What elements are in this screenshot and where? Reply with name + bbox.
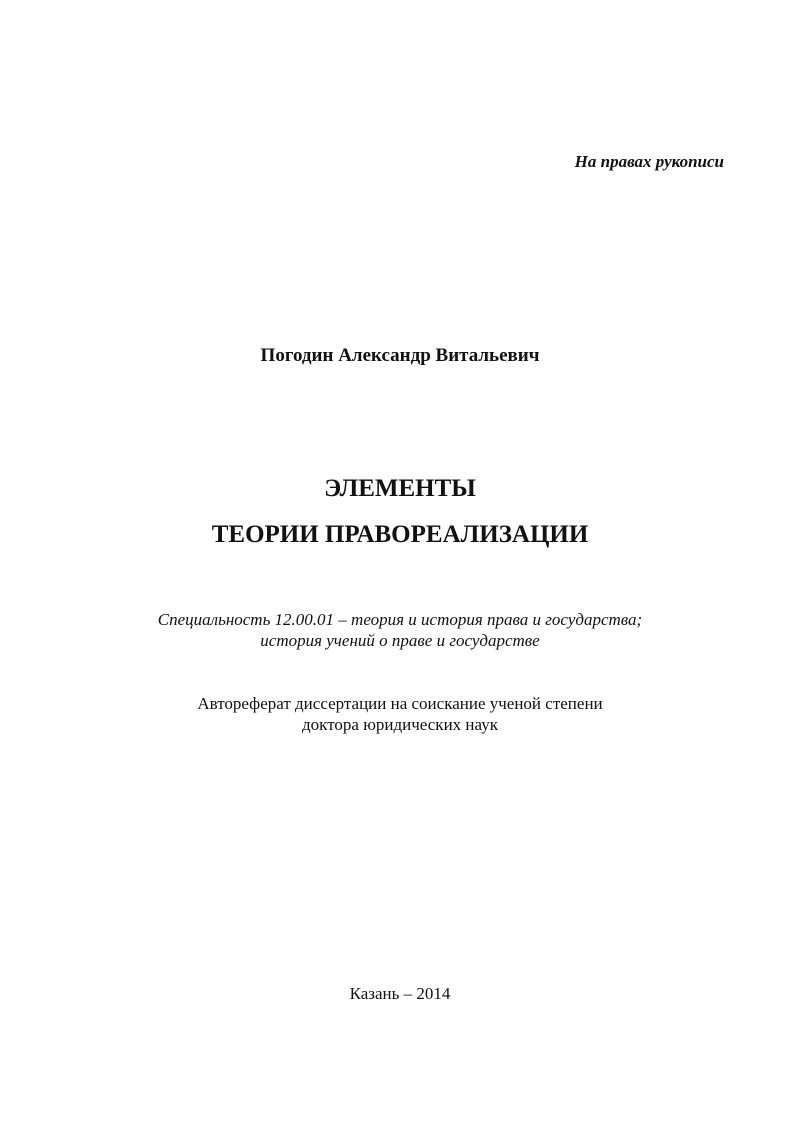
manuscript-rights-note: На правах рукописи [574,152,724,171]
author-name: Погодин Александр Витальевич [260,345,540,366]
degree-block [0,693,800,735]
specialty-block [0,609,800,651]
degree-line-1: Автореферат диссертации на соискание ученой степени [197,694,603,713]
degree-line-2: доктора юридических наук [302,715,498,734]
specialty-line-2: история учений о праве и государстве [260,631,540,650]
specialty-line-1: Специальность 12.00.01 – теория и история права и государства; [157,610,643,629]
title-line-1: ЭЛЕМЕНТЫ [324,475,476,502]
title-line-2: ТЕОРИИ ПРАВОРЕАЛИЗАЦИИ [211,521,589,548]
place-and-year: Казань – 2014 [349,984,451,1003]
